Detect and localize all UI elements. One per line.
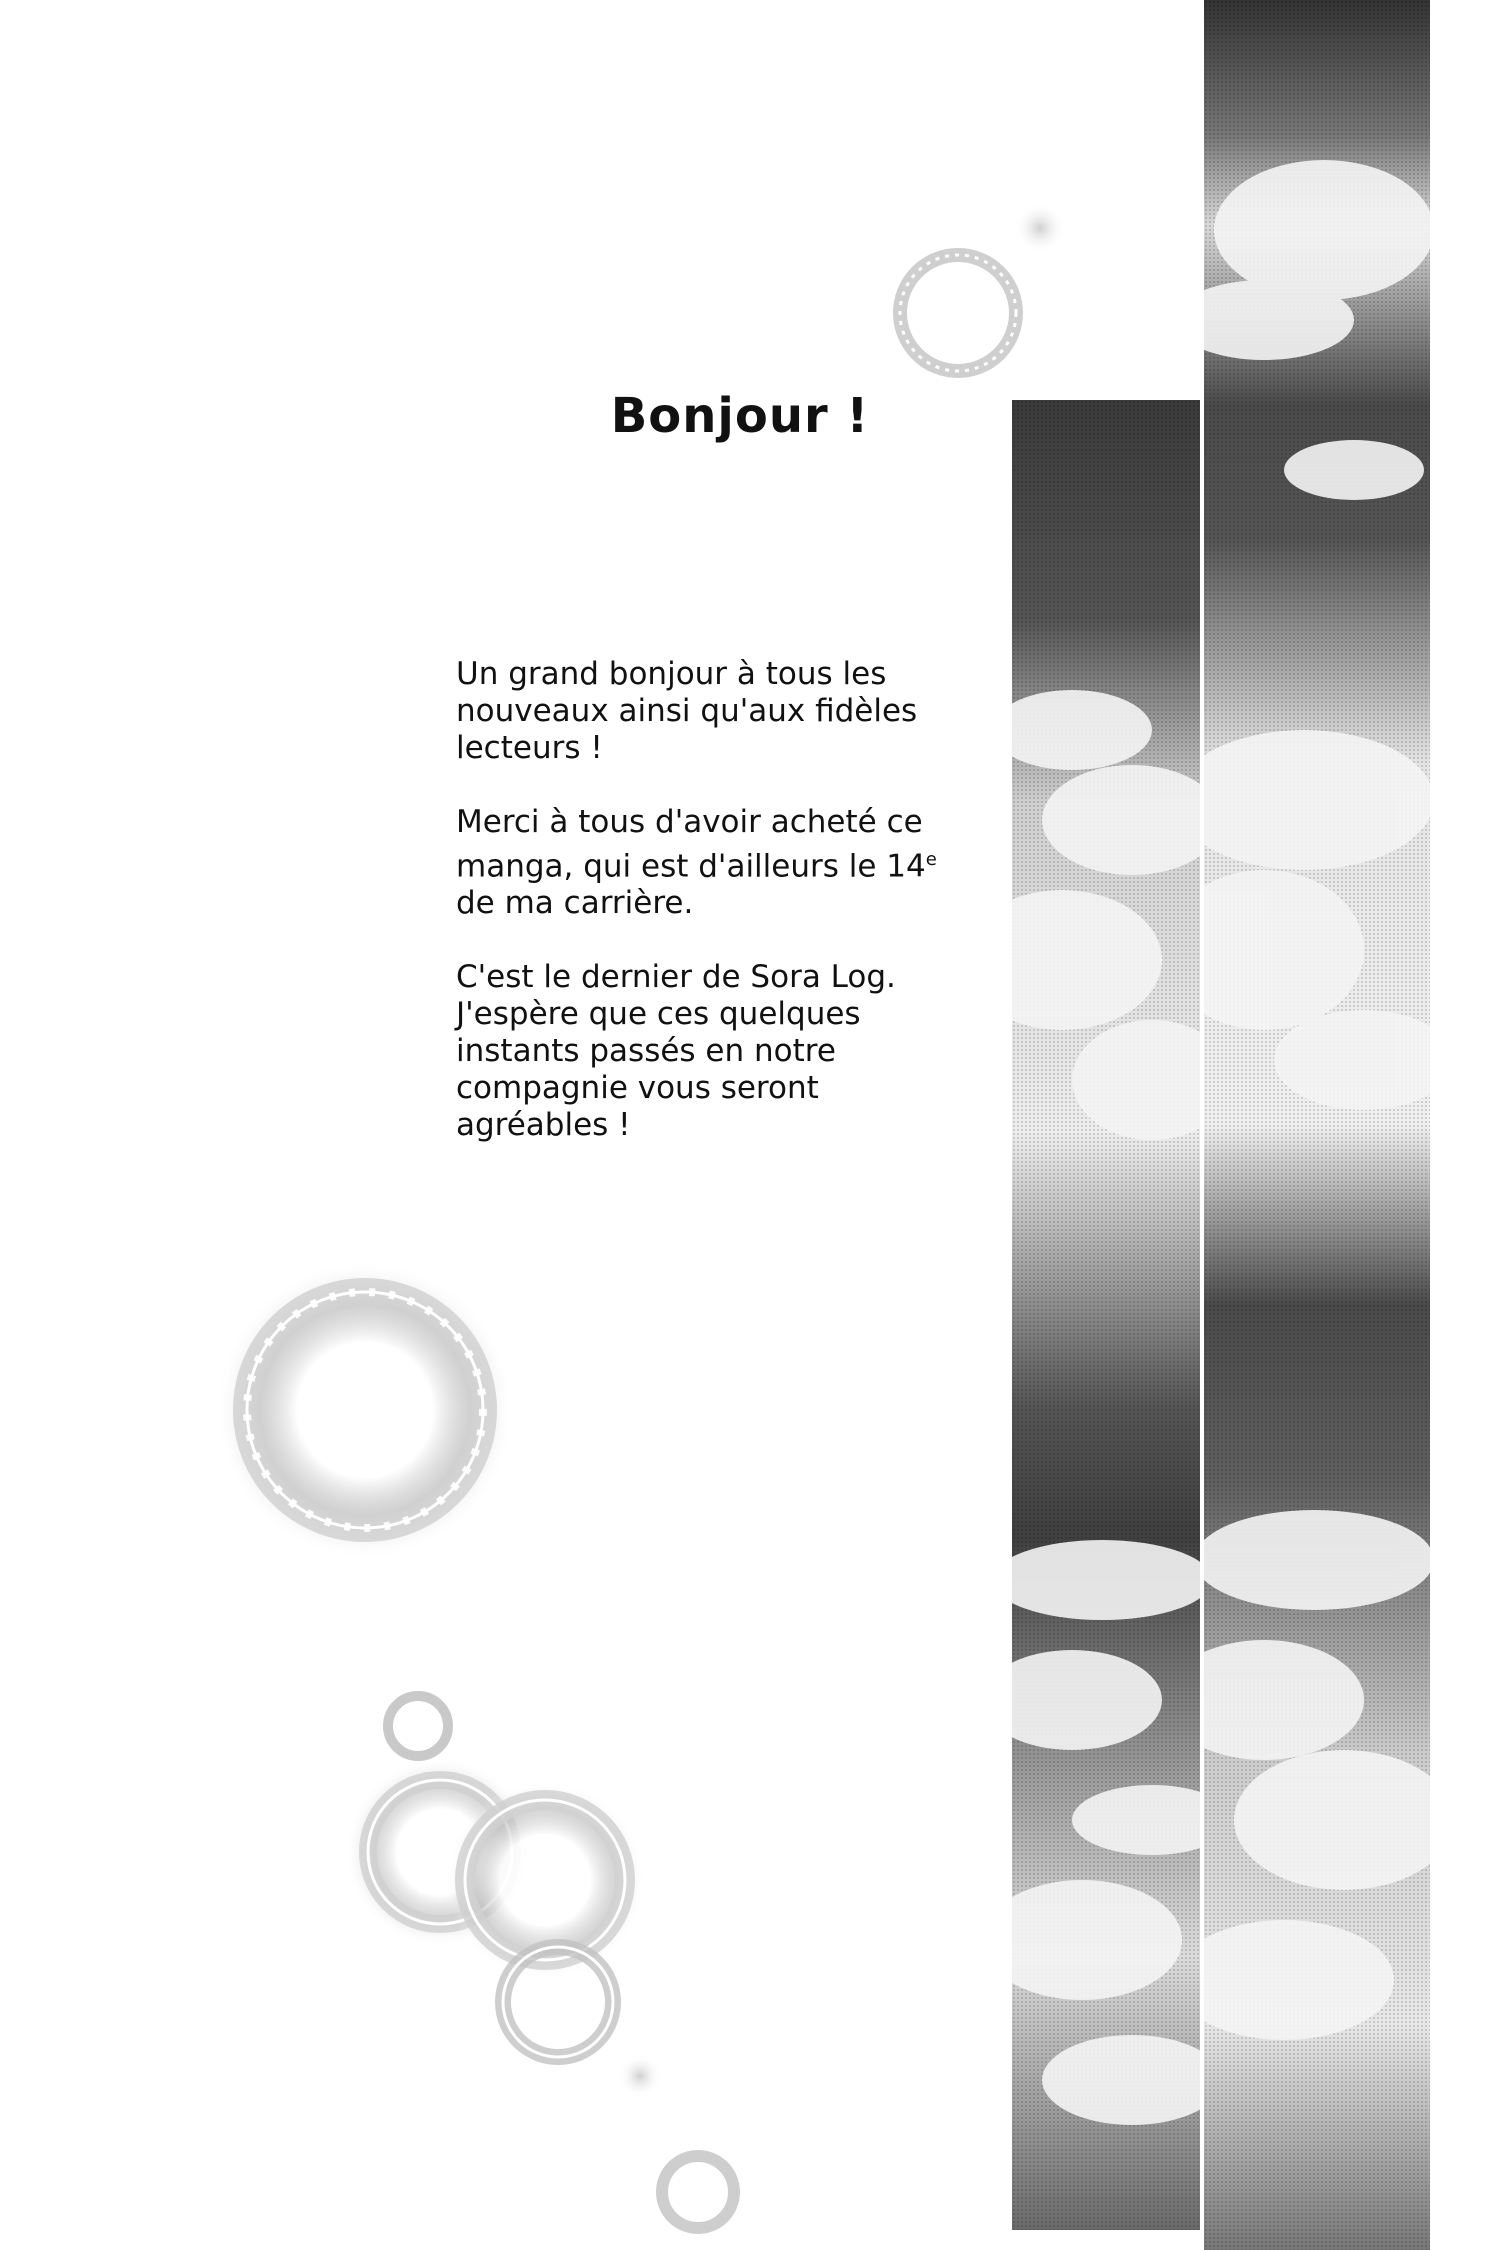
floral-ring-small-top	[900, 255, 1016, 371]
text-line: instants passés en notre	[456, 1033, 836, 1070]
text-line: nouveaux ainsi qu'aux fidèles	[456, 693, 918, 729]
text-line: C'est le dernier de Sora Log.	[456, 959, 896, 996]
soft-circle-ornament	[1014, 202, 1066, 254]
paragraph-thanks	[456, 804, 1016, 922]
text-line: compagnie vous seront	[456, 1070, 819, 1107]
text-line: J'espère que ces quelques	[456, 996, 861, 1033]
floral-ring-large	[215, 1260, 515, 1560]
floral-ring-cluster	[345, 1696, 734, 2228]
ordinal-superscript: e	[925, 849, 937, 870]
page-title: Bonjour !	[610, 388, 870, 444]
intro-text	[456, 656, 1016, 1181]
text-line: manga, qui est d'ailleurs le 14	[456, 848, 926, 885]
text-line: agréables !	[456, 1107, 631, 1144]
text-line: de ma carrière.	[456, 885, 694, 922]
paragraph-greeting	[456, 656, 1016, 767]
text-line-with-superscript	[456, 841, 1016, 885]
text-line: lecteurs !	[456, 730, 603, 766]
text-line: Merci à tous d'avoir acheté ce	[456, 804, 923, 840]
text-line: Un grand bonjour à tous les	[456, 656, 887, 692]
paragraph-last-volume	[456, 959, 1016, 1144]
